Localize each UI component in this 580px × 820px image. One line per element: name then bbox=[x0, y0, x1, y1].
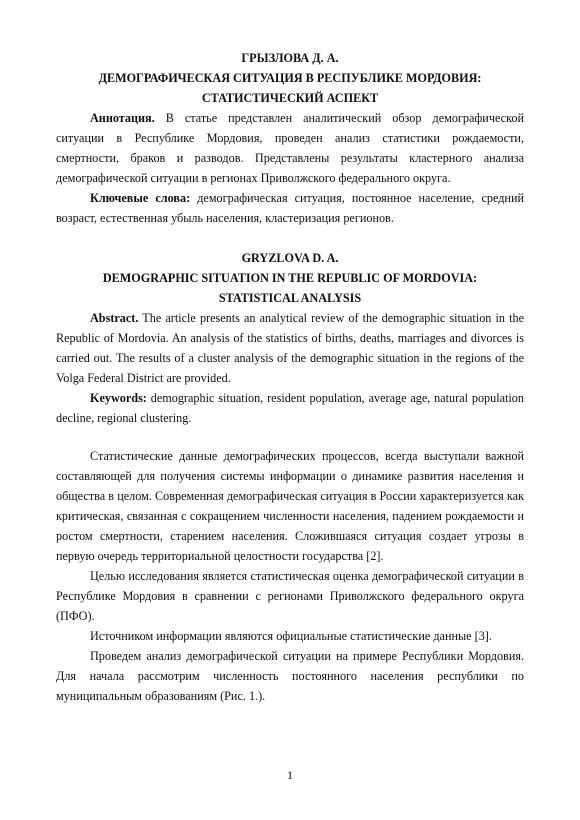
page-number: 1 bbox=[287, 768, 293, 782]
body-gap bbox=[56, 428, 524, 446]
title-ru-line2: СТАТИСТИЧЕСКИЙ АСПЕКТ bbox=[201, 91, 379, 105]
abstract-en-label: Abstract. bbox=[90, 311, 139, 325]
body-paragraph-4: Проведем анализ демографической ситуации на примере Республики Мордовия. Для начала рассмотрим численность постоянного населения республики по муниципальным образованиям (Рис. 1.). bbox=[56, 649, 524, 703]
title-en-line2: STATISTICAL ANALYSIS bbox=[218, 291, 362, 305]
body-paragraph-1: Статистические данные демографических процессов, всегда выступали важной составляющей для получения системы информации о динамике развития населения и общества в целом. Современная демографическая ситуация в России характеризуется как критическая, связанная с сокращением численности населения, падением рождаемости и ростом смертности, старением населения. Сложившаяся ситуация создает угрозы в первую очередь территориальной целостности государства [2]. bbox=[56, 449, 524, 563]
paper-page bbox=[56, 48, 524, 706]
keywords-ru-label: Ключевые слова: bbox=[90, 191, 191, 205]
title-en-line1: DEMOGRAPHIC SITUATION IN THE REPUBLIC OF MORDOVIA: bbox=[102, 271, 478, 285]
keywords-ru bbox=[56, 188, 524, 228]
author-en: GRYZLOVA D. A. bbox=[241, 251, 339, 265]
section-gap bbox=[56, 228, 524, 248]
body-paragraph-2: Целью исследования является статистическая оценка демографической ситуации в Республике Мордовия в сравнении с регионами Приволжского федерального округа (ПФО). bbox=[56, 569, 524, 623]
keywords-en-text: demographic situation, resident population, average age, natural population decline, regional clustering. bbox=[56, 391, 524, 425]
abstract-ru-label: Аннотация. bbox=[90, 111, 155, 125]
author-ru: ГРЫЗЛОВА Д. А. bbox=[241, 51, 339, 65]
body-paragraph-3: Источником информации являются официальные статистические данные [3]. bbox=[90, 629, 492, 643]
abstract-en bbox=[56, 308, 524, 388]
keywords-en bbox=[56, 388, 524, 428]
abstract-en-text: The article presents an analytical review of the demographic situation in the Republic of Mordovia. An analysis of the statistics of births, deaths, marriages and divorces is carried out. The results of a cluster analysis of the demographic situation in the regions of the Volga Federal District are provided. bbox=[56, 311, 524, 385]
keywords-ru-text: демографическая ситуация, постоянное население, средний возраст, естественная убыль населения, кластеризация регионов. bbox=[56, 191, 525, 225]
keywords-en-label: Keywords: bbox=[90, 391, 147, 405]
title-ru-line1: ДЕМОГРАФИЧЕСКАЯ СИТУАЦИЯ В РЕСПУБЛИКЕ МОРДОВИЯ: bbox=[98, 71, 482, 85]
abstract-ru-text: В статье представлен аналитический обзор демографической ситуации в Республике Мордовия, проведен анализ статистики рождаемости, смертности, браков и разводов. Представлены результаты кластерного анализа демографической ситуации в регионах Приволжского федерального округа. bbox=[56, 111, 524, 185]
abstract-ru bbox=[56, 108, 524, 188]
